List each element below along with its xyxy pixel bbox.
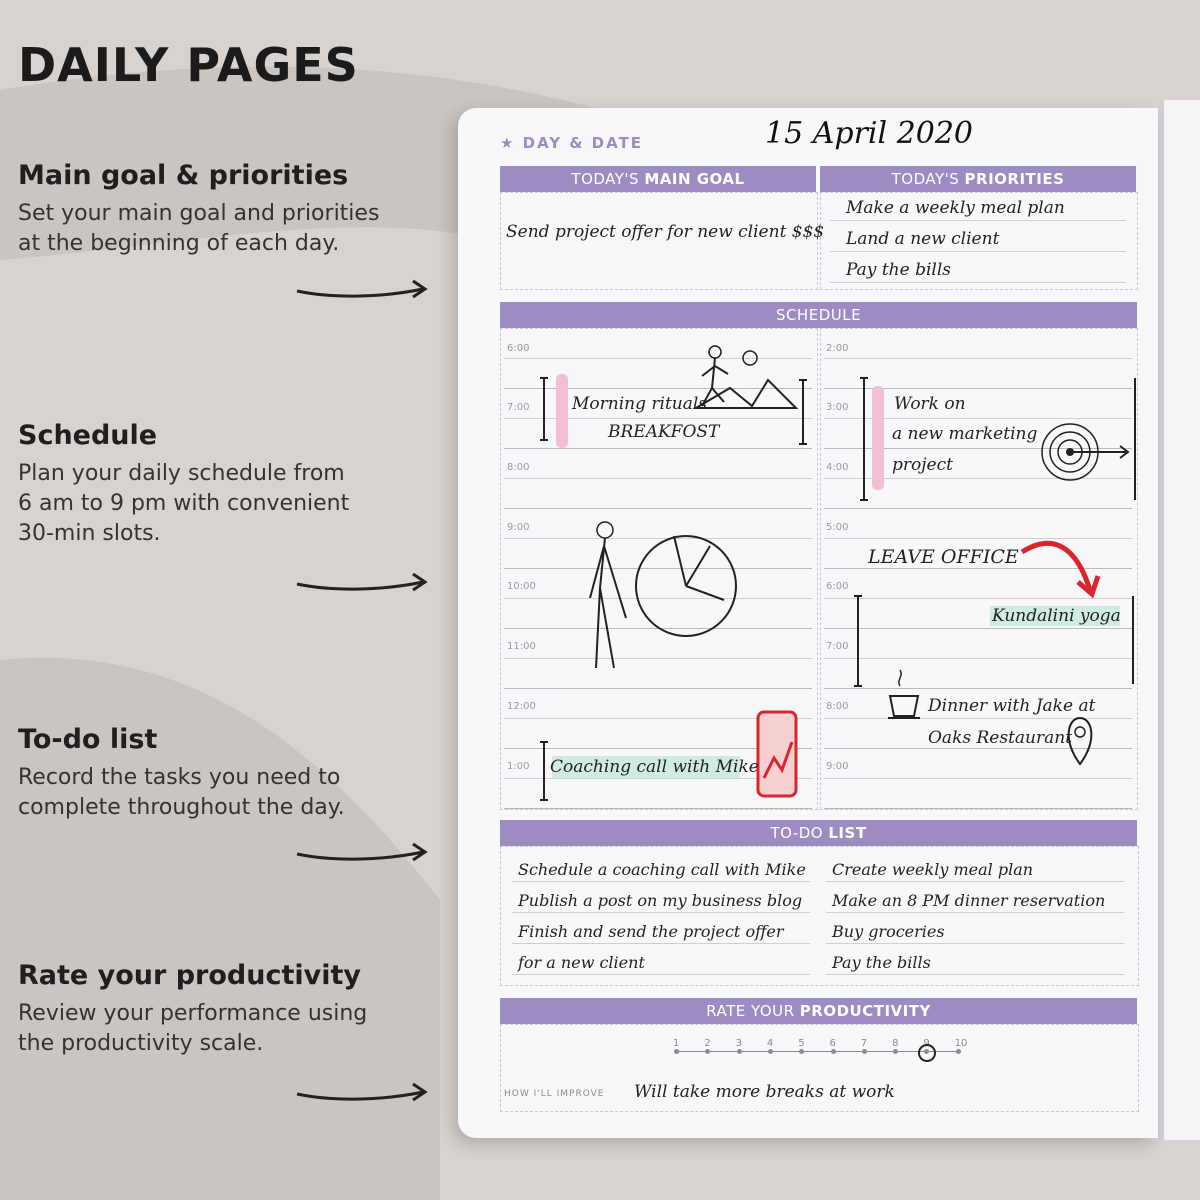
feature-schedule xyxy=(18,420,448,549)
todo-header: TO-DO LIST xyxy=(500,820,1137,846)
feature-text: Plan your daily schedule from 6 am to 9 pm with convenient 30-min slots. xyxy=(18,461,350,546)
next-page xyxy=(1158,100,1200,1140)
time-label: 9:00 xyxy=(507,522,530,533)
scale-number[interactable]: 7 xyxy=(860,1038,868,1049)
schedule-note: Work on xyxy=(894,394,966,414)
todo-rule xyxy=(512,943,810,944)
arrow-icon xyxy=(295,275,430,305)
schedule-note: Oaks Restaurant xyxy=(928,728,1073,748)
time-label: 7:00 xyxy=(826,641,849,652)
scale-number[interactable]: 9 xyxy=(923,1038,930,1049)
line-rule xyxy=(830,251,1126,252)
todo-item: Buy groceries xyxy=(832,922,945,941)
line-rule xyxy=(830,220,1126,221)
time-label: 10:00 xyxy=(507,581,536,592)
todo-item: Make an 8 PM dinner reservation xyxy=(832,891,1106,910)
scale-dot[interactable] xyxy=(956,1049,961,1054)
todo-item: Publish a post on my business blog xyxy=(518,891,803,910)
todo-rule xyxy=(826,974,1124,975)
schedule-note: Kundalini yoga xyxy=(992,606,1121,626)
scale-dot[interactable] xyxy=(737,1049,742,1054)
feature-text: Review your performance using the productivity scale. xyxy=(18,1001,368,1056)
todo-item: Pay the bills xyxy=(832,953,931,972)
feature-productivity xyxy=(18,960,448,1059)
improve-text: Will take more breaks at work xyxy=(634,1082,895,1102)
priorities-header: TODAY'S PRIORITIES xyxy=(820,166,1136,192)
arrow-icon xyxy=(295,568,430,598)
time-label: 8:00 xyxy=(826,701,849,712)
scale-number[interactable]: 3 xyxy=(735,1038,742,1049)
time-label: 2:00 xyxy=(826,343,849,354)
schedule-rule xyxy=(504,808,812,809)
todo-rule xyxy=(512,912,810,913)
scale-dot[interactable] xyxy=(831,1049,836,1054)
time-label: 5:00 xyxy=(826,522,849,533)
scale-line xyxy=(676,1051,958,1052)
scale-dot[interactable] xyxy=(768,1049,773,1054)
schedule-note: project xyxy=(892,455,953,475)
arrow-icon xyxy=(295,838,430,868)
todo-rule xyxy=(826,912,1124,913)
scale-number[interactable]: 4 xyxy=(766,1038,774,1049)
todo-item: Schedule a coaching call with Mike xyxy=(518,860,806,879)
main-goal-header: TODAY'S MAIN GOAL xyxy=(500,166,816,192)
schedule-note: Morning rituals xyxy=(572,394,708,414)
time-label: 8:00 xyxy=(507,462,530,473)
time-label: 7:00 xyxy=(507,402,530,413)
priority-item: Make a weekly meal plan xyxy=(846,198,1065,218)
priority-item: Pay the bills xyxy=(846,260,951,280)
scale-number[interactable]: 8 xyxy=(892,1038,899,1049)
scale-dot[interactable] xyxy=(674,1049,679,1054)
time-label: 11:00 xyxy=(507,641,536,652)
schedule-note: Dinner with Jake at xyxy=(928,696,1096,716)
scale-number[interactable]: 10 xyxy=(954,1038,968,1049)
todo-rule xyxy=(826,943,1124,944)
scale-number[interactable]: 6 xyxy=(829,1038,836,1049)
todo-rule xyxy=(512,974,810,975)
date-value: 15 April 2020 xyxy=(765,116,973,151)
improve-label: HOW I'LL IMPROVE xyxy=(504,1089,605,1099)
feature-main-goal xyxy=(18,160,448,259)
scale-number[interactable]: 2 xyxy=(704,1038,711,1049)
schedule-header: SCHEDULE xyxy=(500,302,1137,328)
time-label: 6:00 xyxy=(507,343,530,354)
day-date-label: ★ DAY & DATE xyxy=(500,134,644,152)
time-label: 4:00 xyxy=(826,462,849,473)
schedule-rule xyxy=(824,808,1132,809)
feature-title: Schedule xyxy=(18,420,158,451)
feature-todo xyxy=(18,724,448,823)
feature-text: Set your main goal and priorities at the beginning of each day. xyxy=(18,201,380,256)
priority-item: Land a new client xyxy=(846,229,1000,249)
schedule-note: a new marketing xyxy=(892,424,1038,444)
time-label: 9:00 xyxy=(826,761,849,772)
todo-item: for a new client xyxy=(518,953,645,972)
schedule-note: BREAKFOST xyxy=(608,422,720,442)
schedule-note: Coaching call with Mike xyxy=(550,757,759,777)
schedule-note: LEAVE OFFICE xyxy=(868,546,1019,568)
todo-rule xyxy=(826,881,1124,882)
feature-title: To-do list xyxy=(18,724,158,755)
todo-rule xyxy=(512,881,810,882)
arrow-icon xyxy=(295,1078,430,1108)
time-label: 6:00 xyxy=(826,581,849,592)
main-goal-text: Send project offer for new client $$$ xyxy=(506,222,825,242)
feature-text: Record the tasks you need to complete throughout the day. xyxy=(18,765,345,820)
scale-dot[interactable] xyxy=(862,1049,867,1054)
rate-header: RATE YOUR PRODUCTIVITY xyxy=(500,998,1137,1024)
scale-number[interactable]: 1 xyxy=(673,1038,680,1049)
page-heading: DAILY PAGES xyxy=(18,38,359,92)
line-rule xyxy=(830,282,1126,283)
scale-number[interactable]: 5 xyxy=(798,1038,805,1049)
todo-item: Finish and send the project offer xyxy=(518,922,784,941)
time-label: 3:00 xyxy=(826,402,849,413)
todo-item: Create weekly meal plan xyxy=(832,860,1034,879)
time-label: 12:00 xyxy=(507,701,536,712)
feature-title: Main goal & priorities xyxy=(18,160,349,191)
feature-title: Rate your productivity xyxy=(18,960,361,991)
time-label: 1:00 xyxy=(507,761,530,772)
